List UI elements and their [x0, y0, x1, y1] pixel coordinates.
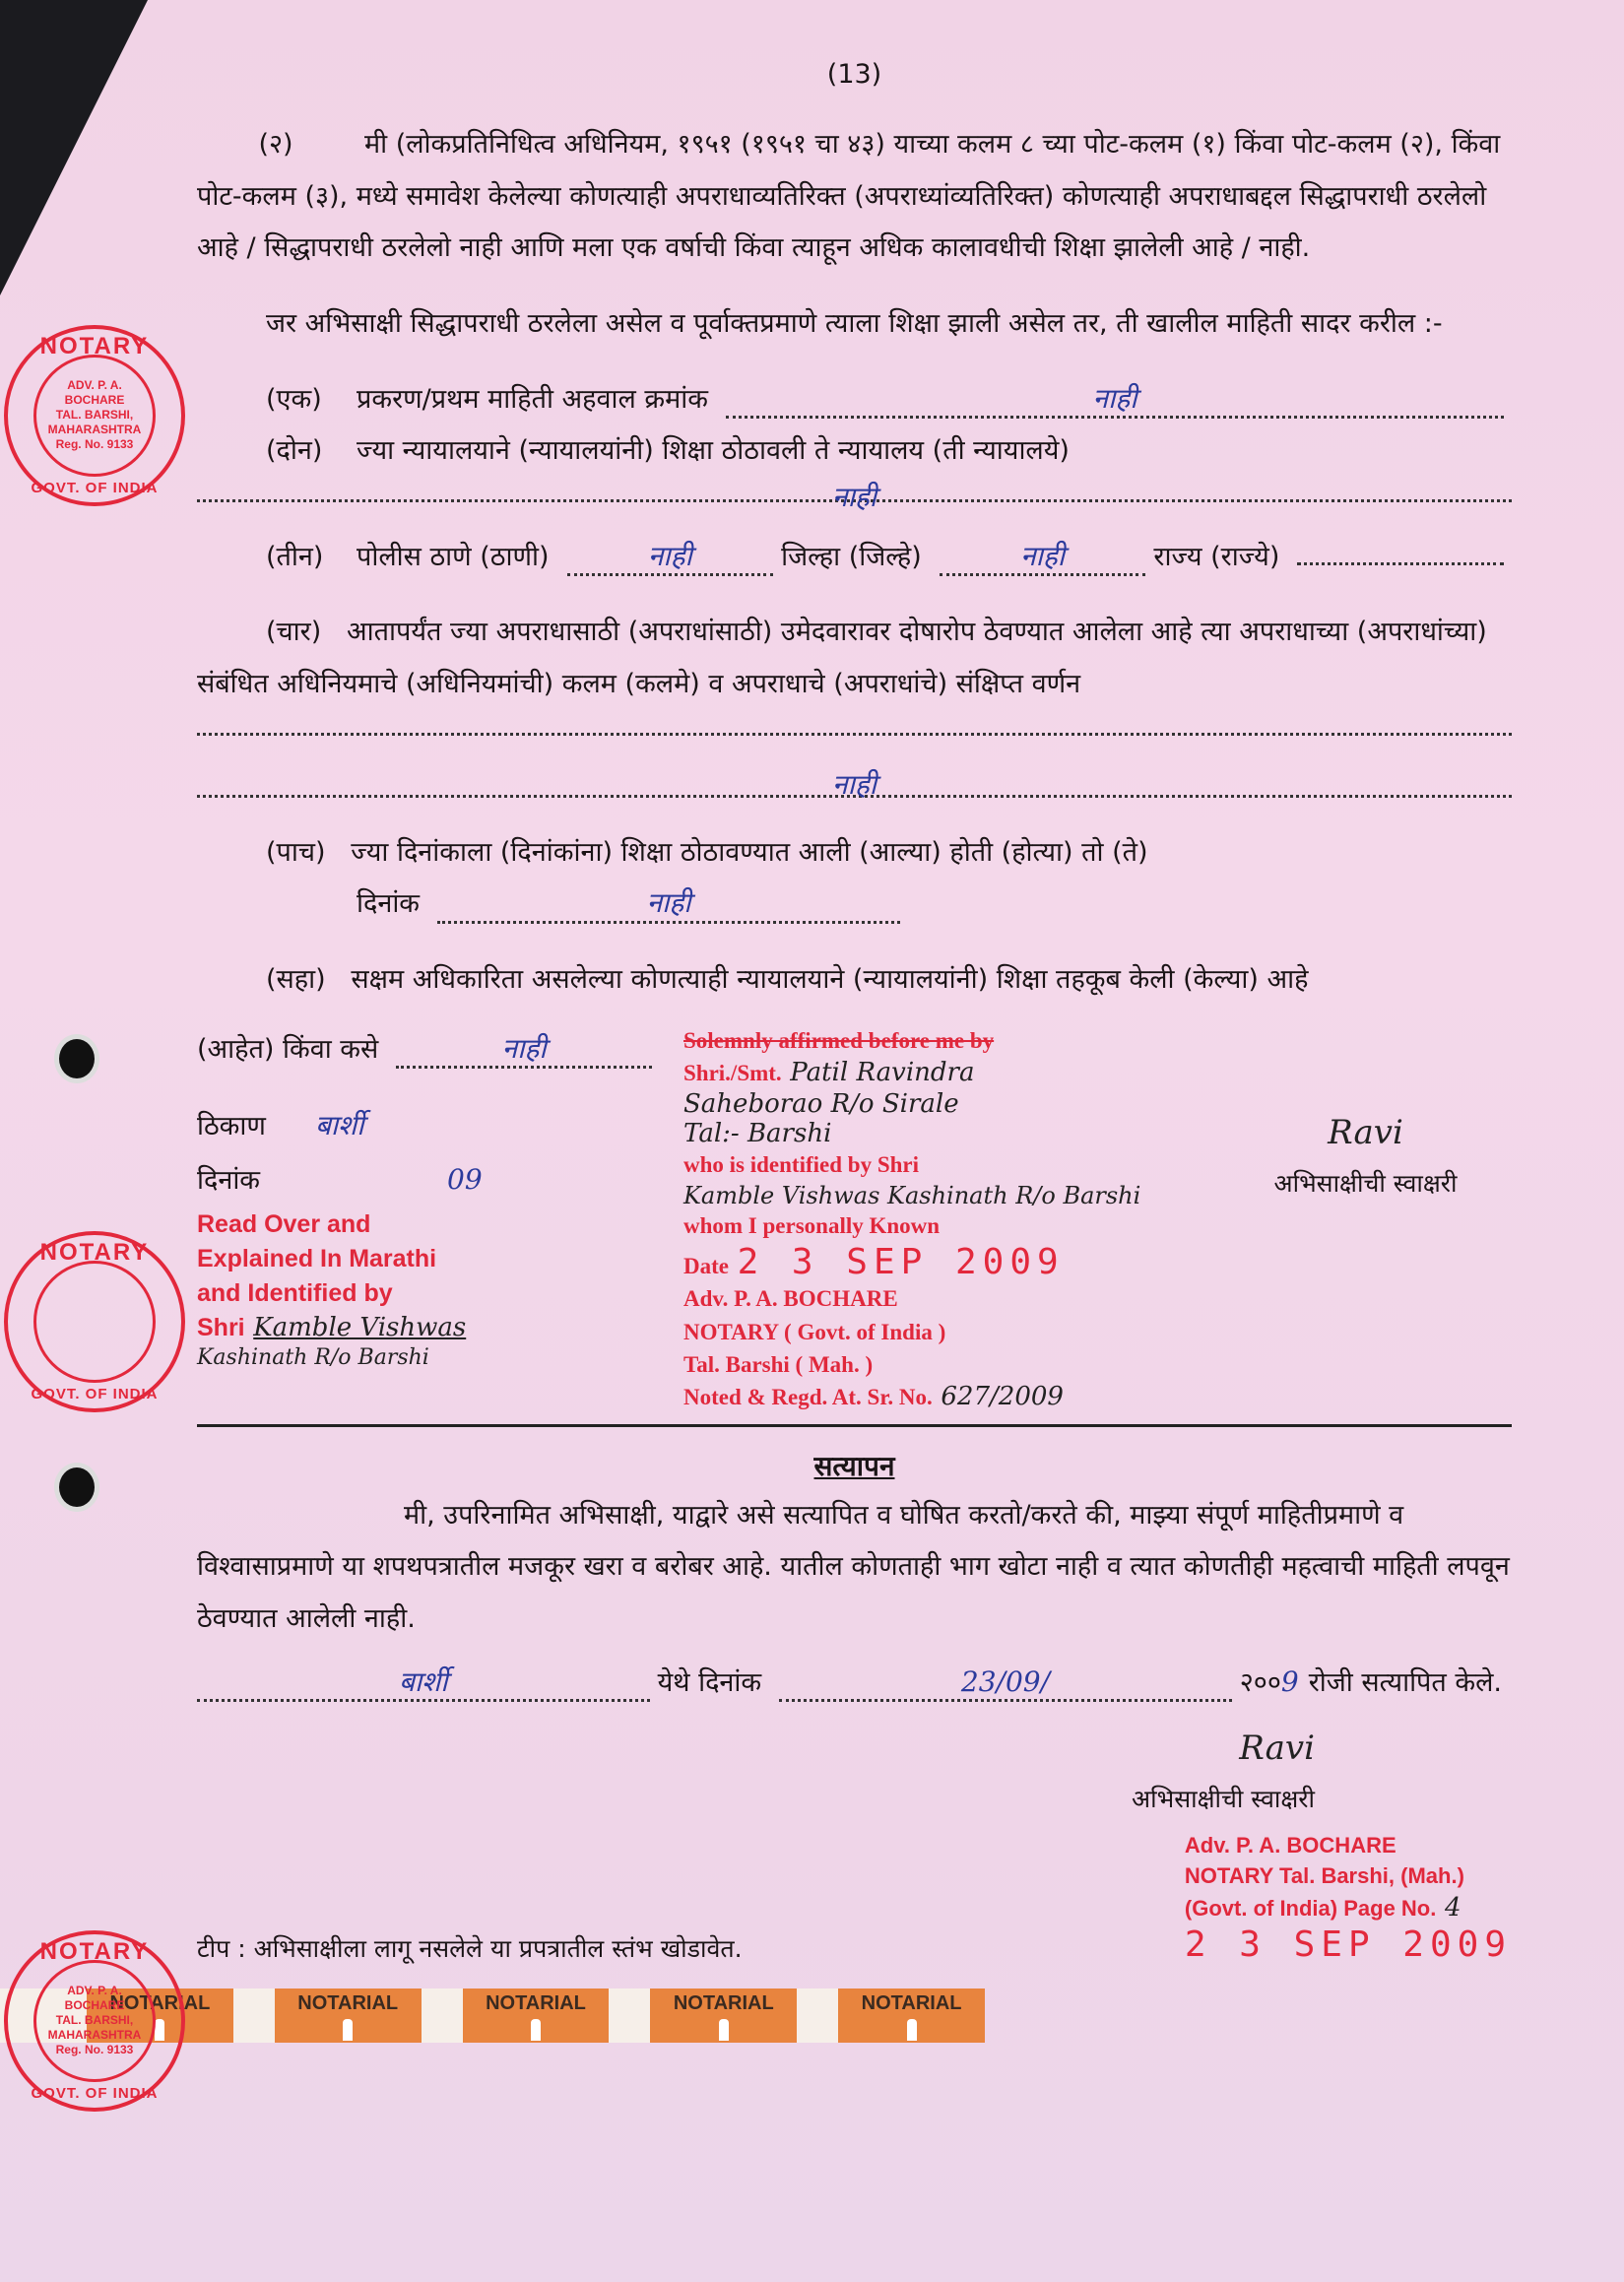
- notary-adv: Adv. P. A. BOCHARE: [683, 1286, 898, 1312]
- fill-line: [197, 478, 1512, 513]
- para-number: (२): [258, 129, 293, 160]
- seal-govt-row: [1185, 1892, 1462, 1924]
- seal-line: Reg. No. 9133: [55, 2043, 134, 2056]
- handwritten-name: Tal:- Barshi: [683, 1119, 832, 1149]
- intro: [197, 298, 1512, 351]
- handwritten-identifier: Kamble Vishwas: [253, 1312, 467, 1342]
- fill-line: [1297, 562, 1504, 565]
- fill-line: [437, 886, 900, 923]
- place-row: [197, 1099, 660, 1153]
- item-number: (तीन): [266, 541, 324, 572]
- fill-line: [197, 711, 1512, 736]
- place-value: बार्शी: [314, 1109, 364, 1142]
- seal-page-no: 4: [1444, 1892, 1462, 1923]
- left-margin: [0, 0, 189, 2282]
- read-over-line: and Identified by: [197, 1278, 393, 1307]
- item-pach-date: [197, 879, 908, 931]
- handwritten-value: नाही: [647, 539, 692, 572]
- punch-hole: [59, 1039, 95, 1078]
- verification-line: मी, उपरिनामित अभिसाक्षी, याद्वारे असे सत्यापित व घोषित करतो/करते की, माझ्या संपूर्ण माहितीप्रमाणे व: [404, 1499, 1404, 1531]
- affirm-line: Solemnly affirmed before me by: [683, 1027, 995, 1053]
- stamp-label: NOTARIAL: [673, 1991, 774, 2014]
- handwritten-name: Patil Ravindra: [790, 1058, 975, 1088]
- verification-text: [197, 1490, 1512, 1646]
- verification-signature: [197, 1728, 1512, 1815]
- item-label: राज्य (राज्ये): [1153, 541, 1280, 572]
- handwritten-identifier: Kamble Vishwas Kashinath R/o Barshi: [683, 1181, 1141, 1209]
- notary-noted-row: [683, 1381, 1196, 1413]
- item-label: (आहेत) किंवा कसे: [197, 1033, 379, 1065]
- item-saha-tail: [197, 1024, 660, 1076]
- date-label: दिनांक: [357, 888, 421, 920]
- item-label: ज्या दिनांकाला (दिनांकांना) शिक्षा ठोठावण्यात आली (आल्या) होती (होत्या) तो (ते): [351, 836, 1148, 868]
- notarial-stamp: [838, 1989, 985, 2043]
- verified-text: रोजी सत्यापित केले.: [1308, 1666, 1502, 1698]
- read-over-line: Read Over and: [197, 1209, 371, 1238]
- handwritten-value: नाही: [646, 886, 691, 920]
- read-over-shri: Shri: [197, 1313, 245, 1341]
- item-char: [197, 607, 1512, 710]
- handwritten-value: नाही: [1092, 381, 1137, 415]
- page-number: (13): [826, 59, 882, 90]
- seal-notary: NOTARY Tal. Barshi, (Mah.): [1184, 1863, 1464, 1889]
- seal-line: MAHARASHTRA: [47, 2028, 142, 2042]
- deponent-signature: Ravi: [1328, 1112, 1403, 1152]
- seal-bottom-text: GOVT. OF INDIA: [31, 1386, 159, 1402]
- seal-top-text: NOTARY: [39, 333, 150, 359]
- fill-line: [726, 382, 1504, 419]
- fill-line: [567, 540, 774, 576]
- notarial-stamp: [275, 1989, 422, 2043]
- handwritten-sr-no: 627/2009: [941, 1382, 1064, 1412]
- emblem-icon: [719, 2019, 729, 2041]
- document-body: [197, 0, 1512, 1965]
- para-2: [197, 119, 1512, 275]
- verify-date-value: 23/09/: [960, 1664, 1050, 1698]
- stamp-label: NOTARIAL: [297, 1991, 399, 2014]
- read-over-identifier: [197, 1311, 660, 1345]
- notary-round-seal: [4, 1231, 185, 1412]
- deponent-signature-column: [1219, 1024, 1512, 1414]
- note-text: टीप : अभिसाक्षीला लागू नसलेले या प्रपत्रातील स्तंभ खोडावेत.: [197, 1933, 743, 1963]
- verification-line: महत्वाची माहिती लपवून ठेवण्यात आलेली नाही.: [197, 1551, 1510, 1635]
- affirm-identified: who is identified by Shri: [683, 1152, 919, 1178]
- notary-affirm-column: [683, 1024, 1196, 1414]
- handwritten-value: नाही: [832, 480, 877, 513]
- date-row: [197, 1153, 660, 1207]
- emblem-icon: [531, 2019, 541, 2041]
- item-saha: [197, 954, 1512, 1007]
- stamp-label: NOTARIAL: [861, 1991, 962, 2014]
- stamp-label: NOTARIAL: [109, 1991, 211, 2014]
- affirm-date-label: Date: [683, 1254, 729, 1279]
- seal-top-text: NOTARY: [39, 1239, 150, 1266]
- item-number: (दोन): [266, 435, 323, 467]
- date-stamp: 2 3 SEP 2009: [737, 1242, 1065, 1283]
- verify-signature: Ravi: [1239, 1728, 1315, 1769]
- verify-date-label: येथे दिनांक: [657, 1666, 762, 1698]
- verify-year-value: 9: [1280, 1664, 1299, 1698]
- seal-line: BOCHARE: [64, 1998, 125, 2012]
- verification-title: सत्यापन: [813, 1449, 895, 1482]
- item-label: आतापर्यंत ज्या अपराधासाठी (अपराधांसाठी) उमेदवारावर दोषारोप ठेवण्यात आलेला आहे त्या अपराधाच्या: [347, 617, 1349, 648]
- handwritten-value: नाही: [1020, 539, 1066, 572]
- footer-row: [197, 1831, 1512, 1964]
- affirm-known: whom I personally Known: [683, 1212, 941, 1238]
- handwritten-value: नाही: [832, 767, 877, 801]
- handwritten-identifier: Kashinath R/o Barshi: [197, 1344, 429, 1370]
- notary-tal: Tal. Barshi ( Mah. ): [683, 1352, 874, 1378]
- scan-dark-edge: [0, 0, 148, 295]
- verify-signature-label: अभिसाक्षीची स्वाक्षरी: [1132, 1785, 1315, 1814]
- para-line: अधिक कालावधीची शिक्षा झालेली आहे / नाही.: [859, 232, 1311, 264]
- date-label: दिनांक: [197, 1164, 261, 1196]
- notary-title: NOTARY ( Govt. of India ): [683, 1319, 946, 1344]
- para-line: कोणत्याही अपराधाबद्दल सिद्धापराधी ठरलेलो आहे / सिद्धापराधी ठरलेलो नाही आणि मला एक वर्षाची किंवा त्याहून: [197, 180, 1487, 264]
- fill-line: [940, 540, 1146, 576]
- notary-noted: Noted & Regd. At. Sr. No.: [683, 1385, 933, 1410]
- seal-line: ADV. P. A.: [67, 1984, 122, 1997]
- emblem-icon: [907, 2019, 917, 2041]
- seal-line: MAHARASHTRA: [47, 423, 142, 436]
- seal-govt: (Govt. of India) Page No.: [1184, 1895, 1437, 1921]
- affirm-name-row: [683, 1057, 1196, 1089]
- seal-date-stamp: 2 3 SEP 2009: [1184, 1923, 1512, 1965]
- seal-adv: Adv. P. A. BOCHARE: [1184, 1833, 1397, 1858]
- item-label: (अपराधांच्या) संबंधित अधिनियमाचे (अधिनियमांची) कलम (कलमे) व अपराधाचे (अपराधांचे) संक्षिप्त वर्णन: [197, 617, 1487, 700]
- seal-line: TAL. BARSHI,: [55, 2013, 134, 2027]
- handwritten-value: नाही: [501, 1031, 547, 1065]
- verify-place-value: बार्शी: [399, 1664, 448, 1698]
- item-label: पोलीस ठाणे (ठाणी): [357, 541, 550, 572]
- item-label: ज्या न्यायालयाने (न्यायालयांनी) शिक्षा ठोठावली ते न्यायालय (ती न्यायालये): [357, 435, 1070, 467]
- fill-line: [197, 765, 1512, 801]
- affirm-shri: Shri./Smt.: [683, 1061, 782, 1086]
- date-value: 09: [447, 1162, 483, 1196]
- seal-center-text: [37, 1984, 152, 2057]
- fill-line: [396, 1032, 652, 1069]
- read-over-line: Explained In Marathi: [197, 1244, 437, 1272]
- item-label: सक्षम अधिकारिता असलेल्या कोणत्याही न्यायालयाने (न्यायालयांनी) शिक्षा तहकूब केली (केल्या) आहे: [351, 964, 1309, 996]
- intro-line: सादर करील :-: [1300, 307, 1443, 339]
- para-line: पोट-कलम (२), किंवा पोट-कलम (३), मध्ये समावेश केलेल्या कोणत्याही अपराधाव्यतिरिक्त (अपराध्यांव्यतिरिक्त): [197, 129, 1501, 212]
- notary-round-seal: [4, 325, 185, 506]
- stamp-label: NOTARIAL: [486, 1991, 586, 2014]
- place-label: ठिकाण: [197, 1111, 266, 1142]
- item-pach: [197, 827, 1512, 880]
- item-number: (चार): [266, 617, 322, 648]
- affirmation-section: [197, 1024, 1512, 1414]
- verification-date-row: [197, 1656, 1512, 1710]
- seal-line: ADV. P. A.: [67, 378, 122, 392]
- item-number: (सहा): [266, 964, 326, 996]
- seal-line: Reg. No. 9133: [55, 437, 134, 451]
- deponent-signature-label: अभिसाक्षीची स्वाक्षरी: [1273, 1168, 1458, 1198]
- seal-line: BOCHARE: [64, 393, 125, 407]
- para-line: मी (लोकप्रतिनिधित्व अधिनियम, १९५१ (१९५१ चा ४३) याच्या कलम ८ च्या पोट-कलम (१) किंवा: [364, 129, 1284, 160]
- intro-line: जर अभिसाक्षी सिद्धापराधी ठरलेला असेल व पूर्वाक्तप्रमाणे त्याला शिक्षा झाली असेल तर, ती खालील माहिती: [266, 307, 1293, 339]
- divider-rule: [197, 1424, 1512, 1427]
- handwritten-name: Saheborao R/o Sirale: [683, 1089, 959, 1120]
- deponent-column: [197, 1024, 660, 1414]
- verification-line: विश्वासाप्रमाणे या शपथपत्रातील मजकूर खरा व बरोबर आहे. यातील कोणताही भाग खोटा नाही व त्यात कोणतीही: [197, 1551, 1273, 1583]
- seal-bottom-text: GOVT. OF INDIA: [31, 2085, 159, 2102]
- item-label: जिल्हा (जिल्हे): [781, 541, 922, 572]
- item-teen: [197, 532, 1512, 584]
- verify-year-prefix: २००: [1239, 1666, 1281, 1698]
- item-don: [197, 425, 1512, 478]
- fill-line: [779, 1665, 1232, 1702]
- item-label: प्रकरण/प्रथम माहिती अहवाल क्रमांक: [357, 383, 709, 415]
- affirm-date-row: [683, 1242, 1196, 1282]
- notarial-stamp: [463, 1989, 610, 2043]
- item-number: (एक): [266, 383, 322, 415]
- notarial-stamp: [650, 1989, 797, 2043]
- notary-seal-block: [1185, 1831, 1512, 1964]
- seal-center-text: [37, 378, 152, 452]
- seal-bottom-text: GOVT. OF INDIA: [31, 480, 159, 496]
- item-ek: [197, 374, 1512, 426]
- punch-hole: [59, 1467, 95, 1507]
- seal-line: TAL. BARSHI,: [55, 408, 134, 422]
- seal-top-text: NOTARY: [39, 1938, 150, 1965]
- item-number: (पाच): [266, 836, 326, 868]
- emblem-icon: [343, 2019, 353, 2041]
- fill-line: [197, 1665, 650, 1702]
- notary-round-seal: [4, 1930, 185, 2112]
